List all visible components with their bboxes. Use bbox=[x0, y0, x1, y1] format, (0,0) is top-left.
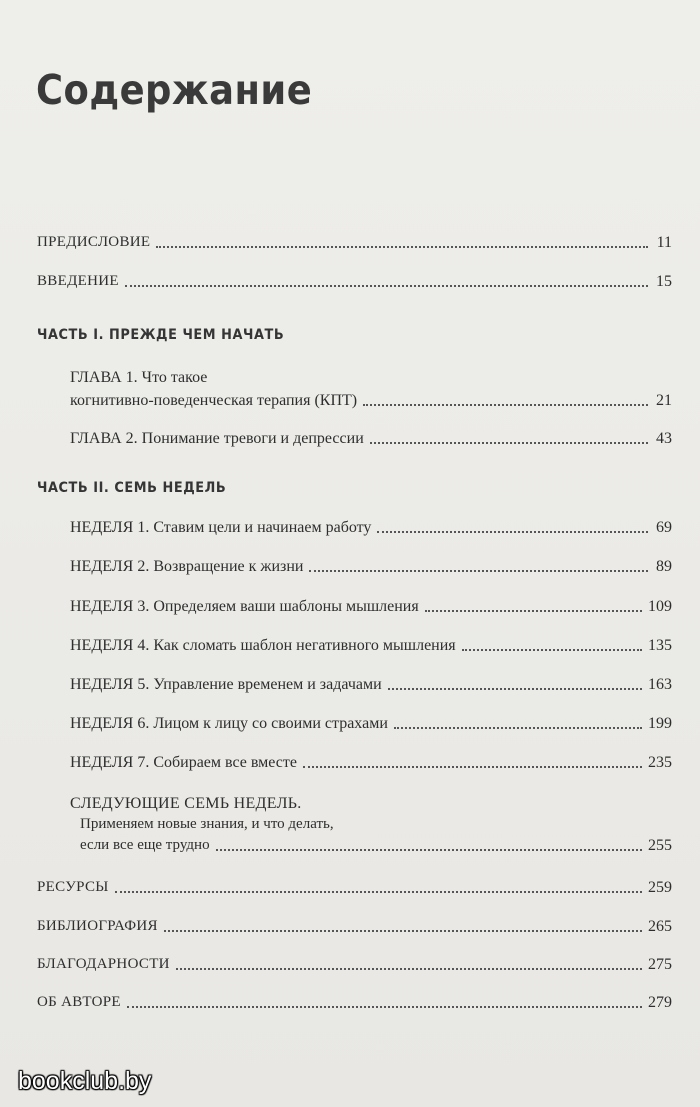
toc-leader-dots bbox=[176, 968, 642, 970]
toc-page-number: 109 bbox=[648, 598, 672, 615]
toc-page-number: 43 bbox=[656, 430, 672, 447]
toc-entry-chapter-2[interactable] bbox=[70, 429, 672, 448]
toc-leader-dots bbox=[425, 610, 642, 612]
toc-entry-preface[interactable] bbox=[37, 233, 672, 252]
toc-leader-dots bbox=[156, 246, 648, 248]
next-weeks-subtitle-line1: Применяем новые знания, и что делать, bbox=[80, 816, 334, 832]
toc-entry-label: НЕДЕЛЯ 1. Ставим цели и начинаем работу bbox=[70, 519, 372, 536]
toc-leader-dots bbox=[115, 891, 642, 893]
toc-entry-label: НЕДЕЛЯ 4. Как сломать шаблон негативного мышления bbox=[70, 637, 456, 654]
toc-entry-introduction[interactable] bbox=[37, 272, 672, 291]
toc-entry-label: НЕДЕЛЯ 6. Лицом к лицу со своими страхами bbox=[70, 715, 388, 732]
toc-leader-dots bbox=[164, 930, 642, 932]
toc-entry-label: НЕДЕЛЯ 5. Управление временем и задачами bbox=[70, 676, 382, 693]
toc-page-number: 89 bbox=[656, 558, 672, 575]
toc-page-number: 199 bbox=[648, 715, 672, 732]
toc-entry-week-5[interactable] bbox=[70, 675, 672, 694]
toc-entry-label: ВВЕДЕНИЕ bbox=[37, 273, 119, 289]
toc-entry-next-weeks[interactable] bbox=[80, 836, 672, 855]
toc-entry-label: ОБ АВТОРЕ bbox=[37, 994, 121, 1010]
toc-page-number: 69 bbox=[656, 519, 672, 536]
toc-leader-dots bbox=[125, 285, 648, 287]
toc-leader-dots bbox=[216, 849, 642, 851]
toc-entry-label: ПРЕДИСЛОВИЕ bbox=[37, 234, 151, 250]
toc-page-number: 279 bbox=[648, 994, 672, 1011]
toc-entry-chapter-1[interactable] bbox=[70, 391, 672, 410]
part-1-heading: ЧАСТЬ I. ПРЕЖДЕ ЧЕМ НАЧАТЬ bbox=[37, 327, 285, 343]
toc-page-number: 259 bbox=[648, 879, 672, 896]
toc-entry-resources[interactable] bbox=[37, 878, 672, 897]
toc-entry-bibliography[interactable] bbox=[37, 917, 672, 936]
part-2-heading: ЧАСТЬ II. СЕМЬ НЕДЕЛЬ bbox=[37, 480, 227, 496]
toc-leader-dots bbox=[462, 649, 642, 651]
toc-entry-label: ГЛАВА 2. Понимание тревоги и депрессии bbox=[70, 430, 364, 447]
toc-entry-label: БИБЛИОГРАФИЯ bbox=[37, 918, 158, 934]
toc-page-number: 255 bbox=[648, 837, 672, 854]
toc-page-number: 275 bbox=[648, 956, 672, 973]
toc-leader-dots bbox=[377, 531, 648, 533]
toc-page-number: 21 bbox=[656, 392, 672, 409]
toc-entry-label: НЕДЕЛЯ 3. Определяем ваши шаблоны мышления bbox=[70, 598, 419, 615]
toc-page-number: 235 bbox=[648, 754, 672, 771]
toc-entry-label: НЕДЕЛЯ 2. Возвращение к жизни bbox=[70, 558, 304, 575]
toc-page-number: 11 bbox=[656, 234, 672, 251]
toc-leader-dots bbox=[303, 766, 642, 768]
toc-entry-about-author[interactable] bbox=[37, 993, 672, 1012]
toc-page-number: 163 bbox=[648, 676, 672, 693]
chapter-1-title-line1: ГЛАВА 1. Что такое bbox=[70, 369, 208, 386]
toc-page-number: 265 bbox=[648, 918, 672, 935]
toc-entry-label: БЛАГОДАРНОСТИ bbox=[37, 956, 170, 972]
toc-entry-week-2[interactable] bbox=[70, 557, 672, 576]
page-title: Содержание bbox=[36, 66, 313, 114]
toc-entry-week-7[interactable] bbox=[70, 753, 672, 772]
site-watermark: bookclub.by bbox=[18, 1067, 152, 1095]
toc-entry-label: когнитивно-поведенческая терапия (КПТ) bbox=[70, 392, 358, 409]
toc-entry-acknowledgements[interactable] bbox=[37, 955, 672, 974]
toc-leader-dots bbox=[370, 442, 648, 444]
next-weeks-title: СЛЕДУЮЩИЕ СЕМЬ НЕДЕЛЬ. bbox=[70, 795, 302, 812]
toc-leader-dots bbox=[363, 404, 648, 406]
toc-entry-week-6[interactable] bbox=[70, 714, 672, 733]
toc-entry-week-4[interactable] bbox=[70, 636, 672, 655]
toc-leader-dots bbox=[394, 727, 642, 729]
toc-leader-dots bbox=[127, 1006, 642, 1008]
toc-page-number: 15 bbox=[656, 273, 672, 290]
toc-entry-week-1[interactable] bbox=[70, 518, 672, 537]
toc-entry-week-3[interactable] bbox=[70, 597, 672, 616]
toc-leader-dots bbox=[388, 688, 642, 690]
toc-leader-dots bbox=[309, 570, 648, 572]
toc-entry-label: РЕСУРСЫ bbox=[37, 879, 109, 895]
toc-page-number: 135 bbox=[648, 637, 672, 654]
toc-entry-label: НЕДЕЛЯ 7. Собираем все вместе bbox=[70, 754, 297, 771]
toc-entry-label: если все еще трудно bbox=[80, 837, 210, 853]
